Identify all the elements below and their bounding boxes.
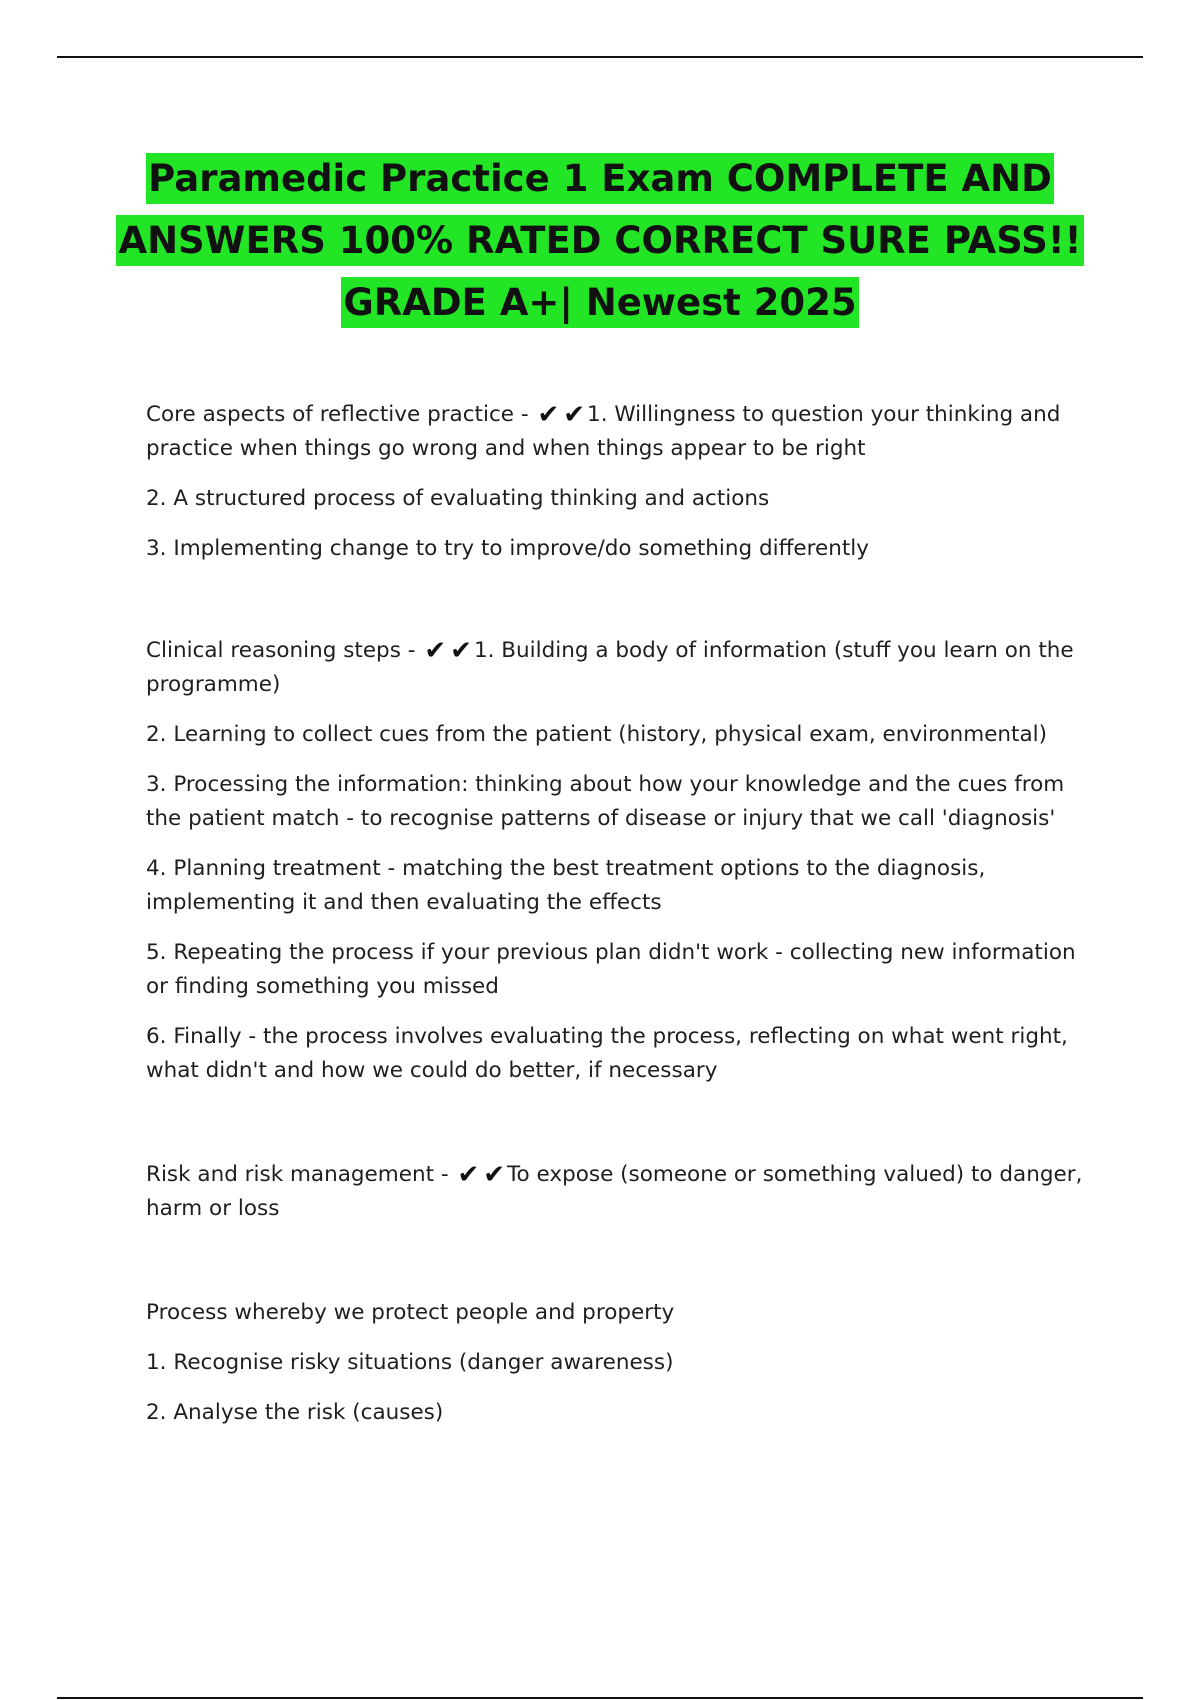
- section-gap: [146, 1104, 1096, 1158]
- bottom-rule: [57, 1697, 1143, 1699]
- list-item: 1. Recognise risky situations (danger awareness): [146, 1350, 674, 1375]
- list-item: Process whereby we protect people and property: [146, 1300, 675, 1325]
- answer-text: 1. Building a body of information (stuff you learn on the programme): [146, 638, 1074, 697]
- qa-reflective-practice: [146, 398, 1096, 466]
- check-mark-icon: ✔: [450, 636, 472, 666]
- list-item: 2. Learning to collect cues from the patient (history, physical exam, environmental): [146, 722, 1048, 747]
- list-item: 3. Implementing change to try to improve/do something differently: [146, 536, 870, 561]
- list-item: 4. Planning treatment - matching the best treatment options to the diagnosis, implementing it and then evaluating the effects: [146, 856, 986, 915]
- list-item: 2. A structured process of evaluating thinking and actions: [146, 486, 770, 511]
- check-mark-icon: ✔: [563, 400, 586, 430]
- list-item: 2. Analyse the risk (causes): [146, 1400, 444, 1425]
- check-mark-icon: ✔: [457, 1160, 480, 1190]
- answer-text: 1. Willingness to question your thinking and practice when things go wrong and when things appear to be right: [146, 402, 1061, 461]
- qa-risk-management: [146, 1158, 1096, 1226]
- list-item: 6. Finally - the process involves evaluating the process, reflecting on what went right, what didn't and how we could do better, if necessary: [146, 1024, 1068, 1083]
- term-label: Clinical reasoning steps -: [146, 638, 423, 663]
- section-gap: [146, 1242, 1096, 1296]
- check-mark-icon: ✔: [483, 1160, 506, 1190]
- section-gap: [146, 582, 1096, 634]
- term-label: Core aspects of reflective practice -: [146, 402, 536, 427]
- title-line-3: GRADE A+| Newest 2025: [100, 272, 1100, 334]
- answer-text: To expose (someone or something valued) to danger, harm or loss: [146, 1162, 1083, 1221]
- list-item: 3. Processing the information: thinking about how your knowledge and the cues from the patient match - to recognise patterns of disease or injury that we call 'diagnosis': [146, 772, 1065, 831]
- title-line-2: ANSWERS 100% RATED CORRECT SURE PASS!!: [100, 210, 1100, 272]
- document-title: [100, 148, 1100, 334]
- document-body: [146, 398, 1096, 1446]
- check-mark-icon: ✔: [424, 636, 447, 666]
- top-rule: [57, 56, 1143, 58]
- qa-clinical-reasoning: [146, 634, 1096, 702]
- list-item: 5. Repeating the process if your previous plan didn't work - collecting new information or finding something you missed: [146, 940, 1076, 999]
- check-mark-icon: ✔: [537, 400, 560, 430]
- title-line-1: Paramedic Practice 1 Exam COMPLETE AND: [100, 148, 1100, 210]
- term-label: Risk and risk management -: [146, 1162, 456, 1187]
